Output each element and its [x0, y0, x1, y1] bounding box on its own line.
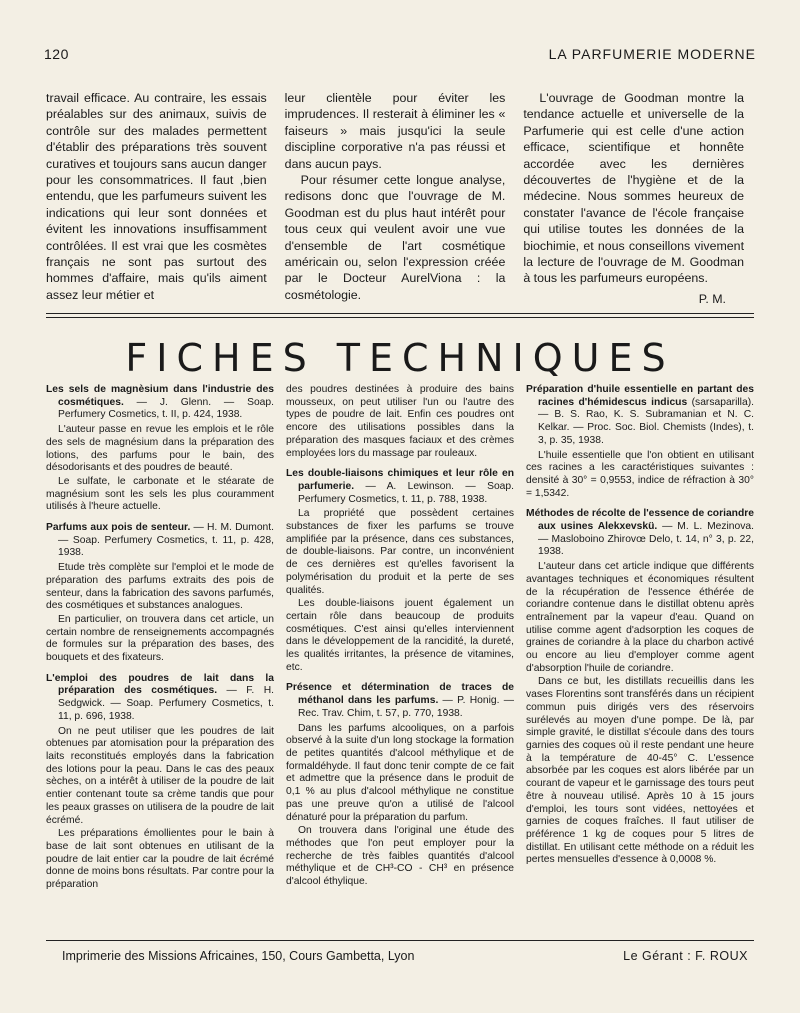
- fiche-reference: — A. Lewinson. — Soap. Perfumery Cosmetics, t. 11, p. 788, 1938.: [298, 480, 514, 505]
- fiche-heading: [46, 673, 274, 724]
- fiche-entry: [46, 384, 274, 514]
- signature: P. M.: [698, 291, 727, 306]
- fiches-columns: [46, 384, 754, 932]
- fiche-title: Présence et détermination de traces de méthanol dans les parfums.: [286, 682, 514, 707]
- intro-column-1: [46, 90, 267, 312]
- manager-credit: Le Gérant : F. ROUX: [623, 949, 748, 963]
- fiche-paragraph: En particulier, on trouvera dans cet article, un certain nombre de renseignements accompagnés de formules sur la préparation des bases, des bouquets et des fixateurs.: [46, 613, 274, 664]
- intro-paragraph: travail efficace. Au contraire, les essais préalables sur des animaux, suivis de contrôle sur des malades permettent d'établir des préparations très souvent curatives et toujours sans aucun danger pour les consommatrices. Il faut ,bien entendu, que les parfumeurs suivent les indications qui leur sont données et évitent les innovations insuffisamment contrôlées. Il est vrai que les cosmètes français ne sont pas surtout des hommes d'affaire, mais qu'ils aiment assez leur métier et: [46, 91, 267, 302]
- fiche-paragraph: On trouvera dans l'original une étude des méthodes que l'on peut employer pour la recherche de très faibles quantités d'alcool méthylique et de CH³-CO - CH³ en présence d'alcool éthylique.: [286, 825, 514, 888]
- fiche-heading: [46, 522, 274, 560]
- fiches-column-3: [526, 384, 754, 932]
- intro-column-3: [523, 90, 744, 312]
- fiche-paragraph: Le sulfate, le carbonate et le stéarate de magnésium sont les sels les plus couramment utilisés à l'heure actuelle.: [46, 475, 274, 513]
- fiche-reference: (sarsaparilla). — B. S. Rao, K. S. Subramanian et N. C. Kelkar. — Proc. Soc. Biol. Chemists (Indes), t. 3, p. 35, 1938.: [538, 396, 754, 446]
- fiche-paragraph: Etude très complète sur l'emploi et le mode de préparation des parfums extraits des pois de senteur, dans la fabrication des savons parfumés, des cosmétiques et substances analogues.: [46, 562, 274, 612]
- journal-title: LA PARFUMERIE MODERNE: [548, 46, 756, 62]
- fiche-entry: [46, 522, 274, 665]
- intro-paragraph: Pour résumer cette longue analyse, redisons donc que l'ouvrage de M. Goodman est du plus haut intérêt pour tous ceux qui veulent avoir une vue d'ensemble de l'art cosmétique américain ou, selon l'expression créée par le Docteur AurelViona : la cosmétologie.: [284, 173, 506, 302]
- fiche-entry: [286, 682, 514, 888]
- section-title: FICHES TECHNIQUES: [125, 336, 675, 380]
- fiche-paragraph: Les préparations émollientes pour le bain à base de lait sont obtenues en utilisant de la poudre de lait entier car la poudre de lait écrémé donne de moins bons résultats. Par contre pour la préparation: [46, 828, 274, 891]
- fiche-title: Préparation d'huile essentielle en partant des racines d'hémidescus indicus: [526, 384, 754, 408]
- fiche-paragraph: L'huile essentielle que l'on obtient en utilisant ces racines a les caractéristiques suivantes : densité à 30° = 0,9553, indice de réfraction à 30° = 1,5342.: [526, 449, 754, 499]
- intro-column-2: [285, 90, 506, 312]
- fiche-entry: [526, 384, 754, 500]
- fiche-heading: [526, 508, 754, 559]
- fiche-paragraph: des poudres destinées à produire des bains mousseux, on peut utiliser l'un ou l'autre des types de poudre de lait. Enfin ces poudres ont encore des utilisations possibles dans la préparation des masques faciaux et des crèmes employées lors du massage par rouleaux.: [286, 384, 514, 459]
- running-head: [44, 46, 756, 66]
- fiche-reference: — H. M. Dumont. — Soap. Perfumery Cosmetics, t. 11, p. 428, 1938.: [58, 522, 274, 559]
- fiche-title: Les sels de magnèsium dans l'industrie des cosmétiques.: [46, 384, 274, 408]
- fiche-paragraph: L'auteur passe en revue les emplois et le rôle des sels de magnésium dans la préparation des lotions, des parfums pour le bain, des désodorisants et des poudres de beauté.: [46, 424, 274, 474]
- fiche-paragraph: On ne peut utiliser que les poudres de lait obtenues par atomisation pour la préparation des laits reconstitués employés dans la fabrication des lotions pour la peau. Dans le cas des peaux sèches, on a intérêt à utiliser de la poudre de lait entier contenant toute sa crème tandis que pour les peaux grasses on utilisera de la poudre de lait écrémé.: [46, 725, 274, 826]
- fiche-paragraph: Dans ce but, les distillats recueillis dans les vases Florentins sont transférés dans un récipient commun puis dirigés vers des réservoirs surélevés au moyen d'une pompe. De là, par simple gravité, le distillat s'écoule dans des tours garnies des coques où il reste pendant une heure à la température de 40-45° C. L'essence absorbée par les coques est alors libérée par un courant de vapeur et le garnissage des tours peut être à nouveau utilisé. Après 10 à 15 jours d'emploi, les tours sont vidées, nettoyées et garnies de coques fraîches. Il faut utiliser de préférence 1 kg de coques pour 5 litres de distillat. En utilisant cette méthode on a réduit les pertes mensuelles d'essence à 0,0008 %.: [526, 676, 754, 866]
- fiche-heading: [526, 384, 754, 448]
- intro-paragraph: leur clientèle pour éviter les imprudences. Il resterait à éliminer les « faiseurs » mais jusqu'ici la seule discipline corporative n'a pas réussi et dans aucun pays.: [284, 91, 506, 171]
- fiche-heading: [46, 384, 274, 422]
- section-divider: [46, 317, 754, 318]
- fiche-reference: — F. H. Sedgwick. — Soap. Perfumery Cosmetics, t. 11, p. 696, 1938.: [58, 685, 274, 722]
- fiche-title: Méthodes de récolte de l'essence de coriandre aux usines Alekxevskü.: [526, 508, 754, 533]
- fiche-entry: [46, 673, 274, 892]
- fiche-paragraph: Les double-liaisons jouent également un certain rôle dans beaucoup de produits cosmétiques. C'est ainsi qu'elles interviennent dans le développement de la rancidité, la dureté, les qualités irritantes, la présence de vitamines, etc.: [286, 598, 514, 673]
- fiche-paragraph: Dans les parfums alcooliques, on a parfois observé à la suite d'un long stockage la formation de petites quantités d'alcool méthylique et de formaldéhyde. Il faut donc tenir compte de ce fait et admettre que la présence dans le produit de 0,1 % au plus d'alcool méthylique ne constitue pas une preuve qu'on a utilisé de l'alcool dénaturé pour la préparation du parfum.: [286, 722, 514, 823]
- fiche-heading: [286, 468, 514, 506]
- fiche-reference: — M. L. Mezinova. — Masloboino Zhirovœ Delo, t. 14, n° 3, p. 22, 1938.: [538, 521, 754, 558]
- fiche-title: Parfums aux pois de senteur.: [46, 522, 191, 534]
- page-number: 120: [44, 46, 69, 62]
- fiche-reference: — P. Honig. — Rec. Trav. Chim, t. 57, p. 770, 1938.: [298, 695, 514, 719]
- fiches-column-1: [46, 384, 274, 932]
- fiche-reference: — J. Glenn. — Soap. Perfumery Cosmetics, t. II, p. 424, 1938.: [58, 396, 274, 421]
- intro-paragraph: L'ouvrage de Goodman montre la tendance actuelle et universelle de la Parfumerie qui est celle d'une action efficace, scientifique et honnête accordée avec les dernières découvertes de l'hygiène et de la médecine. Nous sommes heureux de constater l'avance de l'école française qui utilise toutes les données de la biochimie, et nous conseillons vivement la lecture de l'ouvrage de M. Goodman à tous les parfumeurs européens.: [523, 91, 745, 286]
- printer-credit: Imprimerie des Missions Africaines, 150, Cours Gambetta, Lyon: [62, 949, 415, 963]
- section-divider: [46, 313, 754, 314]
- fiche-entry: [526, 508, 754, 867]
- fiche-entry: [286, 468, 514, 674]
- fiches-column-2: [286, 384, 514, 932]
- fiche-paragraph: La propriété que possèdent certaines substances de fixer les parfums se trouve amplifiée par la présence, dans ces substances, de double-liaisons. Par contre, un inconvénient de ces dernières est qu'elles favorisent la polymérisation du produit et la perte de ses qualités.: [286, 508, 514, 596]
- fiche-title: Les double-liaisons chimiques et leur rôle en parfumerie.: [286, 468, 514, 492]
- fiche-paragraph: L'auteur dans cet article indique que différents avantages techniques et économiques résultent de la récupération de l'essence éthérée de coriandre contenue dans le distillat obtenu après entraînement par la vapeur d'eau. Quand on utilise comme agent d'adsorption les coques de graines de coriandre à la place du charbon activé ou encore au lieu d'employer comme agent d'absorption l'huile de coriandre.: [526, 561, 754, 674]
- fiche-title: L'emploi des poudres de lait dans la préparation des cosmétiques.: [46, 672, 274, 697]
- intro-columns: [46, 90, 744, 312]
- fiche-entry: [286, 384, 514, 460]
- footer-divider: [46, 940, 754, 941]
- fiche-heading: [286, 682, 514, 720]
